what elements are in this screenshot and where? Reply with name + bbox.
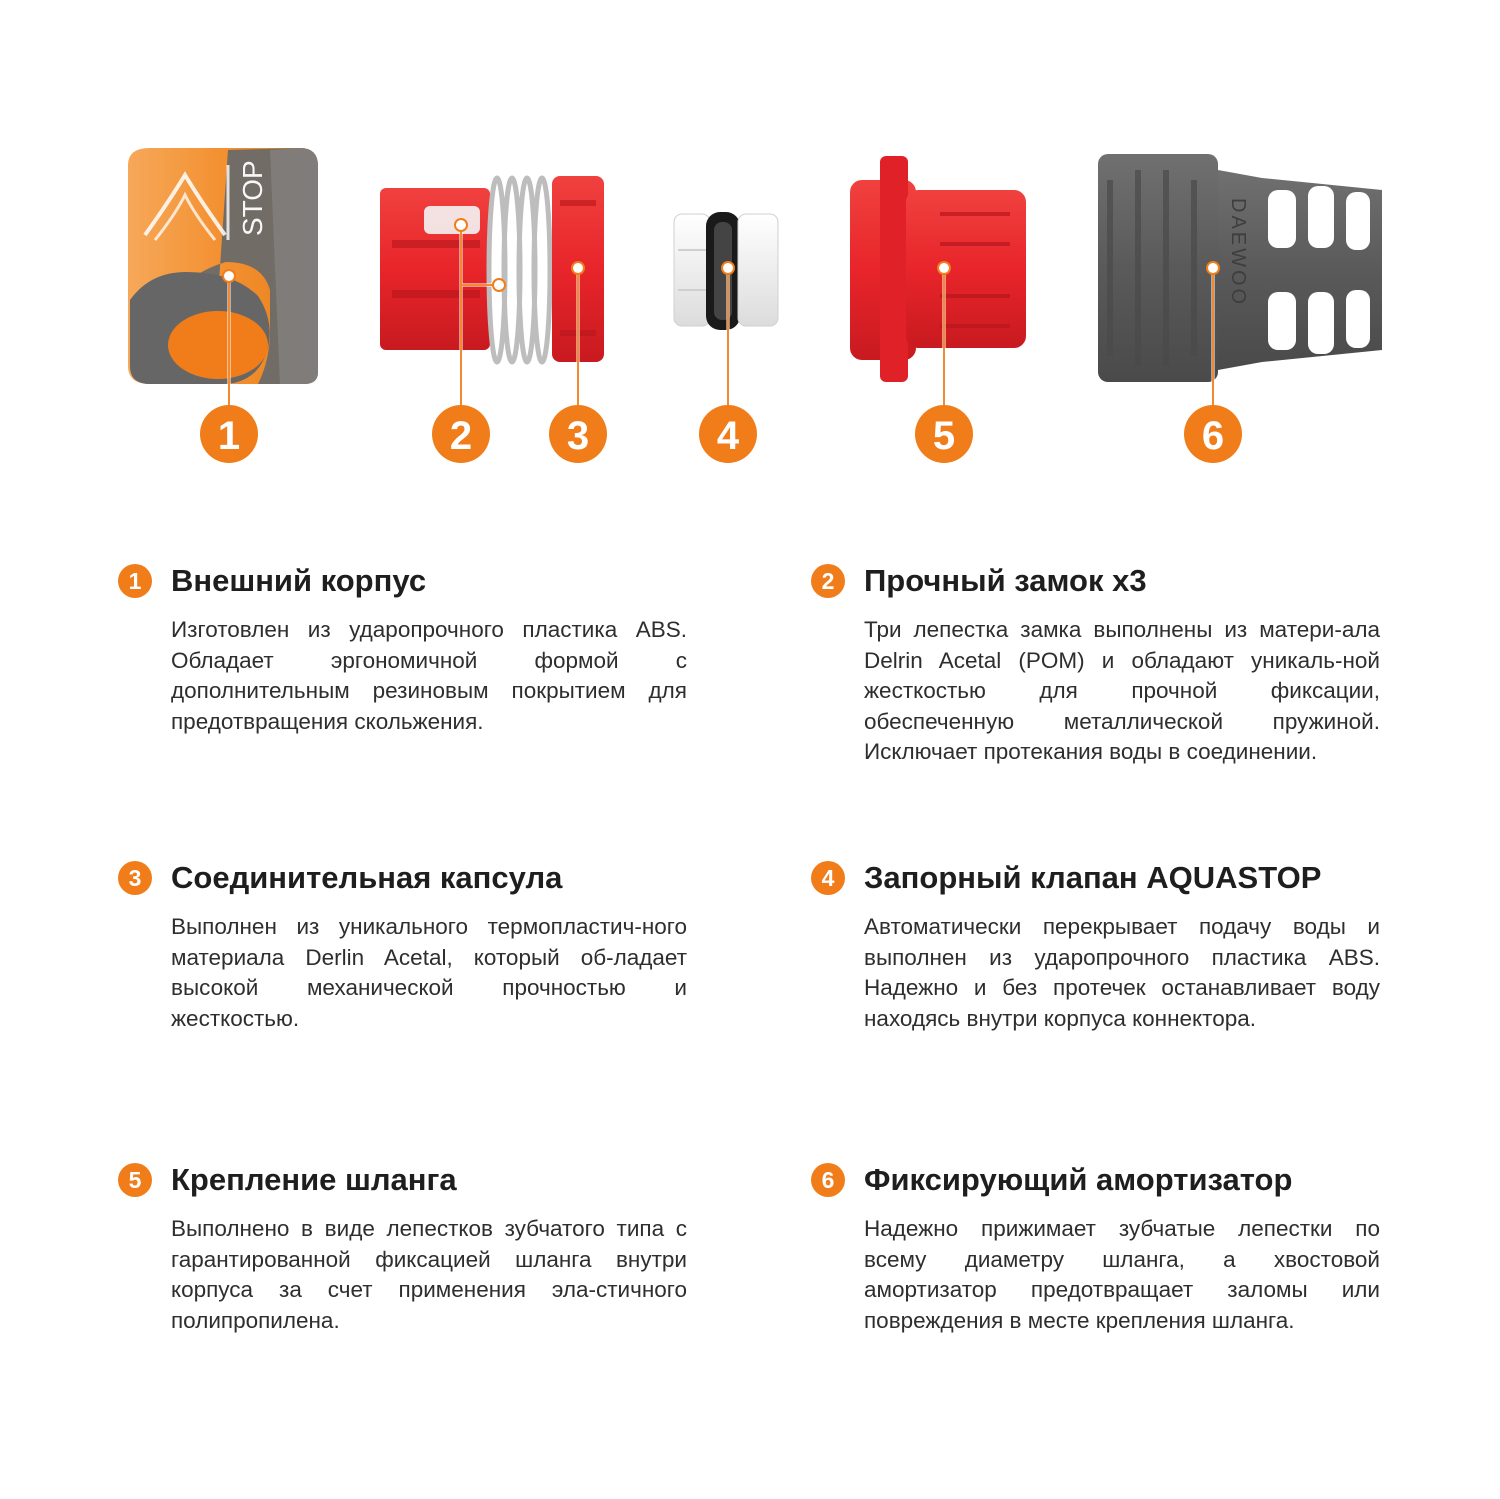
feature-number-badge: 4	[811, 861, 845, 895]
feature-number-badge: 6	[811, 1163, 845, 1197]
lock-and-capsule-part	[380, 176, 604, 362]
callout-badge-4	[699, 405, 757, 463]
callout-badge-5	[915, 405, 973, 463]
feature-number-badge: 1	[118, 564, 152, 598]
outer-housing-part	[128, 148, 318, 384]
callout-badge-6	[1184, 405, 1242, 463]
callout-number-3: 3	[566, 414, 590, 458]
feature-title: Внешний корпус	[171, 563, 427, 598]
callout-number-5: 5	[932, 414, 956, 458]
feature-fixing-damper	[811, 1160, 1380, 1336]
callout-number-1: 1	[217, 414, 241, 458]
feature-hose-mount	[118, 1160, 687, 1336]
feature-number-badge: 5	[118, 1163, 152, 1197]
fixing-damper-part	[1098, 154, 1382, 382]
feature-title: Крепление шланга	[171, 1162, 457, 1197]
feature-connecting-capsule	[118, 858, 687, 1034]
feature-title: Фиксирующий амортизатор	[864, 1162, 1293, 1197]
stop-label: STOP	[237, 160, 268, 236]
callout-badge-3	[549, 405, 607, 463]
feature-number-badge: 2	[811, 564, 845, 598]
feature-lock	[811, 561, 1380, 768]
brand-label: DAEWOO	[1227, 198, 1249, 308]
callout-badge-2	[432, 405, 490, 463]
feature-title: Соединительная капсула	[171, 860, 563, 895]
feature-description: Автоматически перекрывает подачу воды и выполнен из ударопрочного пластика ABS. Надежно и без протечек останавливает воду находясь внутри корпуса коннектора.	[864, 914, 1380, 1031]
callout-number-4: 4	[716, 414, 740, 458]
metal-spring	[489, 178, 550, 362]
feature-description: Надежно прижимает зубчатые лепестки по всему диаметру шланга, а хвостовой амортизатор предотвращает заломы или повреждения в месте крепления шланга.	[864, 1216, 1380, 1333]
feature-outer-housing	[118, 561, 687, 737]
callout-badge-1	[200, 405, 258, 463]
callout-number-6: 6	[1201, 414, 1225, 458]
callout-number-2: 2	[449, 414, 473, 458]
feature-description: Выполнено в виде лепестков зубчатого типа с гарантированной фиксацией шланга внутри корпуса за счет применения эла-стичного полипропилена.	[171, 1216, 687, 1333]
exploded-view-illustration	[0, 0, 1500, 500]
feature-number-badge: 3	[118, 861, 152, 895]
feature-description: Выполнен из уникального термопластич-ного материала Derlin Acetal, который об-ладает высокой механической прочностью и жесткостью.	[171, 914, 687, 1031]
feature-title: Запорный клапан AQUASTOP	[864, 860, 1322, 895]
feature-description: Три лепестка замка выполнены из матери-ала Delrin Acetal (POM) и обладают уникаль-ной жесткостью для прочной фиксации, обеспеченную металлической пружиной. Исключает протекания воды в соединении.	[864, 617, 1380, 764]
feature-aquastop-valve	[811, 858, 1380, 1034]
feature-description: Изготовлен из ударопрочного пластика ABS. Обладает эргономичной формой с дополнительным резиновым покрытием для предотвращения скольжения.	[171, 617, 687, 734]
feature-title: Прочный замок х3	[864, 563, 1147, 598]
